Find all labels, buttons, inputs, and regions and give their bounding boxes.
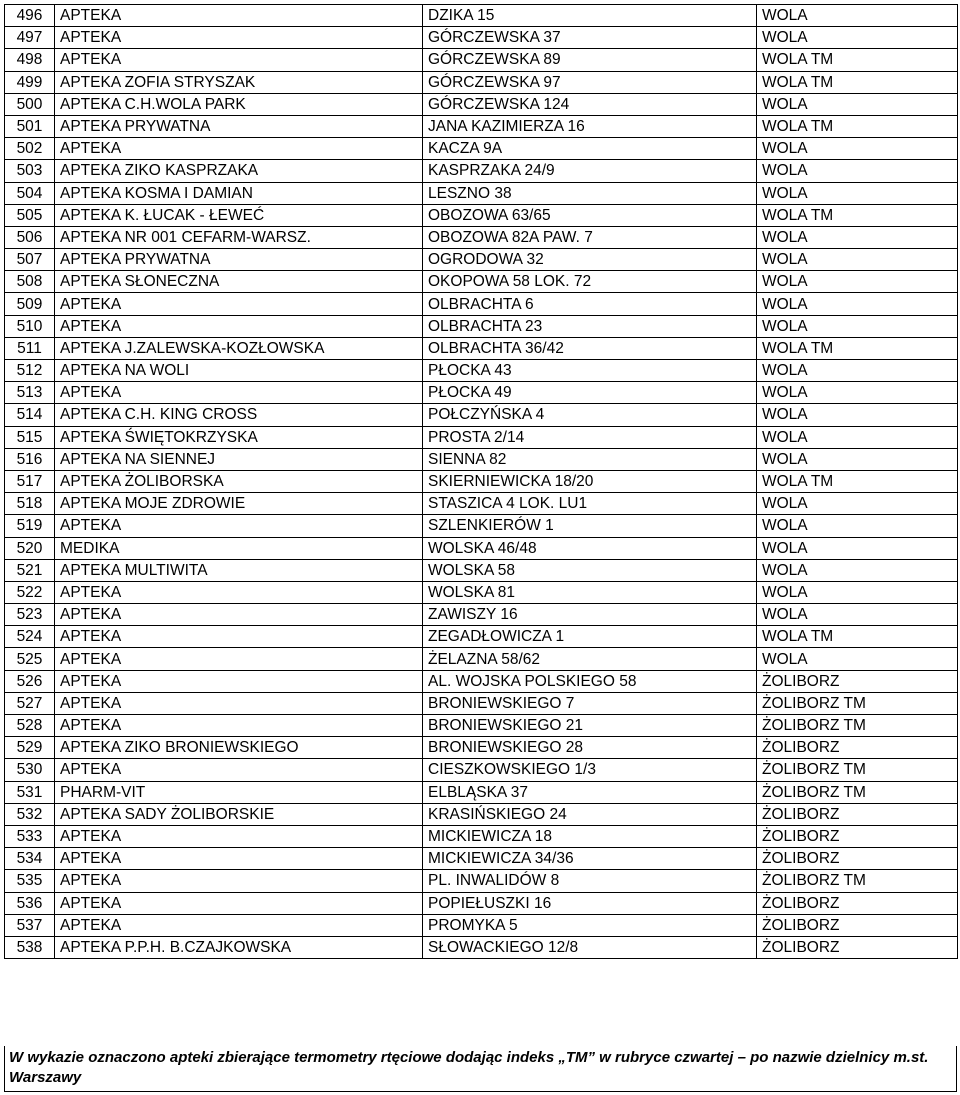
table-row: [5, 870, 958, 892]
pharmacy-address: PROSTA 2/14: [423, 426, 757, 448]
pharmacy-name: APTEKA SADY ŻOLIBORSKIE: [55, 803, 423, 825]
table-row: [5, 27, 958, 49]
pharmacy-district: ŻOLIBORZ: [757, 803, 958, 825]
pharmacy-district: ŻOLIBORZ TM: [757, 715, 958, 737]
row-number: 512: [5, 360, 55, 382]
table-row: [5, 537, 958, 559]
pharmacy-name: APTEKA ZIKO KASPRZAKA: [55, 160, 423, 182]
table-row: [5, 271, 958, 293]
row-number: 529: [5, 737, 55, 759]
row-number: 505: [5, 204, 55, 226]
pharmacy-district: WOLA TM: [757, 470, 958, 492]
table-row: [5, 182, 958, 204]
pharmacy-name: APTEKA: [55, 715, 423, 737]
pharmacy-district: WOLA: [757, 315, 958, 337]
row-number: 534: [5, 848, 55, 870]
row-number: 519: [5, 515, 55, 537]
pharmacy-name: APTEKA: [55, 759, 423, 781]
table-row: [5, 404, 958, 426]
row-number: 506: [5, 226, 55, 248]
pharmacy-name: APTEKA: [55, 626, 423, 648]
pharmacy-name: APTEKA: [55, 581, 423, 603]
pharmacy-district: ŻOLIBORZ: [757, 670, 958, 692]
pharmacy-name: APTEKA: [55, 914, 423, 936]
row-number: 510: [5, 315, 55, 337]
row-number: 520: [5, 537, 55, 559]
pharmacy-address: SIENNA 82: [423, 448, 757, 470]
table-row: [5, 848, 958, 870]
row-number: 507: [5, 249, 55, 271]
pharmacy-name: APTEKA PRYWATNA: [55, 249, 423, 271]
pharmacy-address: OLBRACHTA 36/42: [423, 337, 757, 359]
pharmacy-address: GÓRCZEWSKA 37: [423, 27, 757, 49]
pharmacy-district: ŻOLIBORZ TM: [757, 759, 958, 781]
pharmacy-name: APTEKA ZIKO BRONIEWSKIEGO: [55, 737, 423, 759]
table-row: [5, 936, 958, 958]
pharmacy-address: ZEGADŁOWICZA 1: [423, 626, 757, 648]
pharmacy-name: APTEKA: [55, 515, 423, 537]
pharmacy-address: PŁOCKA 43: [423, 360, 757, 382]
pharmacy-address: LESZNO 38: [423, 182, 757, 204]
table-row: [5, 515, 958, 537]
pharmacy-name: APTEKA SŁONECZNA: [55, 271, 423, 293]
table-row: [5, 226, 958, 248]
pharmacy-address: MICKIEWICZA 34/36: [423, 848, 757, 870]
row-number: 500: [5, 93, 55, 115]
table-row: [5, 493, 958, 515]
pharmacy-address: ZAWISZY 16: [423, 604, 757, 626]
row-number: 522: [5, 581, 55, 603]
table-row: [5, 160, 958, 182]
pharmacy-address: KRASIŃSKIEGO 24: [423, 803, 757, 825]
table-row: [5, 914, 958, 936]
pharmacy-district: WOLA TM: [757, 626, 958, 648]
pharmacy-name: APTEKA K. ŁUCAK - ŁEWEĆ: [55, 204, 423, 226]
pharmacy-address: OGRODOWA 32: [423, 249, 757, 271]
table-row: [5, 115, 958, 137]
pharmacy-name: APTEKA: [55, 892, 423, 914]
table-row: [5, 360, 958, 382]
table-row: [5, 382, 958, 404]
pharmacy-name: APTEKA ŻOLIBORSKA: [55, 470, 423, 492]
pharmacy-district: ŻOLIBORZ: [757, 892, 958, 914]
row-number: 515: [5, 426, 55, 448]
pharmacy-address: STASZICA 4 LOK. LU1: [423, 493, 757, 515]
pharmacy-name: APTEKA KOSMA I DAMIAN: [55, 182, 423, 204]
pharmacy-district: WOLA: [757, 493, 958, 515]
pharmacy-district: WOLA: [757, 249, 958, 271]
pharmacy-address: WOLSKA 58: [423, 559, 757, 581]
row-number: 528: [5, 715, 55, 737]
pharmacy-name: APTEKA MOJE ZDROWIE: [55, 493, 423, 515]
pharmacy-district: WOLA: [757, 559, 958, 581]
pharmacy-address: GÓRCZEWSKA 97: [423, 71, 757, 93]
pharmacy-name: APTEKA NA SIENNEJ: [55, 448, 423, 470]
row-number: 533: [5, 825, 55, 847]
pharmacy-name: APTEKA C.H. KING CROSS: [55, 404, 423, 426]
row-number: 508: [5, 271, 55, 293]
row-number: 538: [5, 936, 55, 958]
pharmacy-district: WOLA: [757, 581, 958, 603]
table-row: [5, 781, 958, 803]
pharmacy-district: ŻOLIBORZ TM: [757, 692, 958, 714]
pharmacy-district: WOLA: [757, 382, 958, 404]
row-number: 514: [5, 404, 55, 426]
pharmacy-district: ŻOLIBORZ TM: [757, 870, 958, 892]
pharmacy-district: WOLA TM: [757, 71, 958, 93]
pharmacy-address: GÓRCZEWSKA 89: [423, 49, 757, 71]
row-number: 532: [5, 803, 55, 825]
pharmacy-name: APTEKA: [55, 49, 423, 71]
row-number: 531: [5, 781, 55, 803]
row-number: 503: [5, 160, 55, 182]
pharmacy-district: ŻOLIBORZ: [757, 737, 958, 759]
footer-note-text: W wykazie oznaczono apteki zbierające termometry rtęciowe dodając indeks „TM” w rubryce czwartej – po nazwie dzielnicy m.st. Warszawy: [9, 1049, 929, 1086]
pharmacy-address: OLBRACHTA 23: [423, 315, 757, 337]
pharmacy-address: KACZA 9A: [423, 138, 757, 160]
pharmacy-address: SZLENKIERÓW 1: [423, 515, 757, 537]
pharmacy-name: APTEKA PRYWATNA: [55, 115, 423, 137]
pharmacy-district: WOLA: [757, 160, 958, 182]
table-row: [5, 71, 958, 93]
pharmacy-district: WOLA: [757, 93, 958, 115]
pharmacy-name: APTEKA: [55, 5, 423, 27]
pharmacy-address: WOLSKA 46/48: [423, 537, 757, 559]
pharmacy-name: APTEKA: [55, 870, 423, 892]
pharmacy-district: WOLA: [757, 138, 958, 160]
pharmacy-address: BRONIEWSKIEGO 21: [423, 715, 757, 737]
pharmacy-name: APTEKA C.H.WOLA PARK: [55, 93, 423, 115]
pharmacy-address: SKIERNIEWICKA 18/20: [423, 470, 757, 492]
table-row: [5, 626, 958, 648]
table-row: [5, 715, 958, 737]
pharmacy-name: APTEKA: [55, 604, 423, 626]
pharmacy-address: OKOPOWA 58 LOK. 72: [423, 271, 757, 293]
row-number: 526: [5, 670, 55, 692]
table-row: [5, 737, 958, 759]
pharmacy-name: APTEKA ZOFIA STRYSZAK: [55, 71, 423, 93]
table-row: [5, 470, 958, 492]
table-row: [5, 825, 958, 847]
pharmacy-address: OBOZOWA 82A PAW. 7: [423, 226, 757, 248]
row-number: 530: [5, 759, 55, 781]
pharmacy-name: APTEKA: [55, 293, 423, 315]
pharmacy-address: PŁOCKA 49: [423, 382, 757, 404]
row-number: 527: [5, 692, 55, 714]
row-number: 499: [5, 71, 55, 93]
pharmacy-address: AL. WOJSKA POLSKIEGO 58: [423, 670, 757, 692]
pharmacy-district: WOLA: [757, 271, 958, 293]
table-row: [5, 892, 958, 914]
table-row: [5, 293, 958, 315]
row-number: 516: [5, 448, 55, 470]
pharmacy-address: POPIEŁUSZKI 16: [423, 892, 757, 914]
pharmacy-district: WOLA TM: [757, 115, 958, 137]
row-number: 501: [5, 115, 55, 137]
table-row: [5, 204, 958, 226]
pharmacy-district: WOLA: [757, 604, 958, 626]
pharmacy-name: APTEKA: [55, 138, 423, 160]
pharmacy-name: APTEKA: [55, 27, 423, 49]
pharmacy-district: WOLA: [757, 182, 958, 204]
pharmacy-address: PL. INWALIDÓW 8: [423, 870, 757, 892]
row-number: 502: [5, 138, 55, 160]
table-row: [5, 604, 958, 626]
row-number: 536: [5, 892, 55, 914]
row-number: 518: [5, 493, 55, 515]
table-row: [5, 93, 958, 115]
pharmacy-district: WOLA: [757, 537, 958, 559]
pharmacy-name: APTEKA ŚWIĘTOKRZYSKA: [55, 426, 423, 448]
pharmacy-name: APTEKA: [55, 382, 423, 404]
pharmacy-district: ŻOLIBORZ TM: [757, 781, 958, 803]
pharmacy-name: APTEKA J.ZALEWSKA-KOZŁOWSKA: [55, 337, 423, 359]
pharmacy-address: MICKIEWICZA 18: [423, 825, 757, 847]
pharmacy-name: APTEKA NR 001 CEFARM-WARSZ.: [55, 226, 423, 248]
pharmacy-name: MEDIKA: [55, 537, 423, 559]
footer-note: [4, 1046, 957, 1092]
table-row: [5, 759, 958, 781]
table-row: [5, 138, 958, 160]
table-row: [5, 315, 958, 337]
pharmacy-address: BRONIEWSKIEGO 7: [423, 692, 757, 714]
table-row: [5, 448, 958, 470]
row-number: 521: [5, 559, 55, 581]
pharmacy-district: ŻOLIBORZ: [757, 848, 958, 870]
pharmacy-district: WOLA: [757, 5, 958, 27]
pharmacy-district: WOLA: [757, 226, 958, 248]
pharmacy-district: WOLA: [757, 404, 958, 426]
table-row: [5, 426, 958, 448]
pharmacy-district: WOLA: [757, 27, 958, 49]
row-number: 517: [5, 470, 55, 492]
pharmacy-name: APTEKA MULTIWITA: [55, 559, 423, 581]
pharmacy-name: APTEKA NA WOLI: [55, 360, 423, 382]
pharmacy-district: WOLA: [757, 515, 958, 537]
row-number: 537: [5, 914, 55, 936]
pharmacy-name: APTEKA: [55, 848, 423, 870]
pharmacy-district: WOLA: [757, 360, 958, 382]
table-row: [5, 803, 958, 825]
pharmacy-address: CIESZKOWSKIEGO 1/3: [423, 759, 757, 781]
pharmacy-name: APTEKA P.P.H. B.CZAJKOWSKA: [55, 936, 423, 958]
pharmacy-address: ELBLĄSKA 37: [423, 781, 757, 803]
pharmacy-district: WOLA TM: [757, 204, 958, 226]
row-number: 504: [5, 182, 55, 204]
row-number: 511: [5, 337, 55, 359]
table-row: [5, 337, 958, 359]
table-row: [5, 49, 958, 71]
pharmacy-name: APTEKA: [55, 670, 423, 692]
pharmacy-address: WOLSKA 81: [423, 581, 757, 603]
table-row: [5, 249, 958, 271]
table-row: [5, 692, 958, 714]
row-number: 525: [5, 648, 55, 670]
row-number: 496: [5, 5, 55, 27]
pharmacy-address: POŁCZYŃSKA 4: [423, 404, 757, 426]
pharmacy-district: ŻOLIBORZ: [757, 936, 958, 958]
pharmacy-address: ŻELAZNA 58/62: [423, 648, 757, 670]
row-number: 513: [5, 382, 55, 404]
pharmacy-address: PROMYKA 5: [423, 914, 757, 936]
table-row: [5, 5, 958, 27]
pharmacy-district: WOLA TM: [757, 337, 958, 359]
pharmacy-name: PHARM-VIT: [55, 781, 423, 803]
pharmacy-name: APTEKA: [55, 648, 423, 670]
pharmacy-address: OBOZOWA 63/65: [423, 204, 757, 226]
pharmacy-address: BRONIEWSKIEGO 28: [423, 737, 757, 759]
pharmacy-name: APTEKA: [55, 825, 423, 847]
pharmacy-address: JANA KAZIMIERZA 16: [423, 115, 757, 137]
pharmacy-district: WOLA: [757, 426, 958, 448]
table-body: [5, 5, 958, 959]
table-row: [5, 559, 958, 581]
pharmacy-name: APTEKA: [55, 692, 423, 714]
row-number: 509: [5, 293, 55, 315]
row-number: 523: [5, 604, 55, 626]
pharmacy-address: OLBRACHTA 6: [423, 293, 757, 315]
pharmacy-address: KASPRZAKA 24/9: [423, 160, 757, 182]
pharmacy-address: SŁOWACKIEGO 12/8: [423, 936, 757, 958]
pharmacy-address: DZIKA 15: [423, 5, 757, 27]
table-row: [5, 581, 958, 603]
row-number: 498: [5, 49, 55, 71]
pharmacy-district: WOLA TM: [757, 49, 958, 71]
row-number: 497: [5, 27, 55, 49]
pharmacy-name: APTEKA: [55, 315, 423, 337]
pharmacy-district: WOLA: [757, 448, 958, 470]
pharmacy-address: GÓRCZEWSKA 124: [423, 93, 757, 115]
pharmacy-district: ŻOLIBORZ: [757, 914, 958, 936]
table-row: [5, 670, 958, 692]
row-number: 524: [5, 626, 55, 648]
pharmacy-district: WOLA: [757, 648, 958, 670]
pharmacy-district: WOLA: [757, 293, 958, 315]
pharmacy-table: [4, 4, 958, 959]
table-row: [5, 648, 958, 670]
row-number: 535: [5, 870, 55, 892]
pharmacy-district: ŻOLIBORZ: [757, 825, 958, 847]
